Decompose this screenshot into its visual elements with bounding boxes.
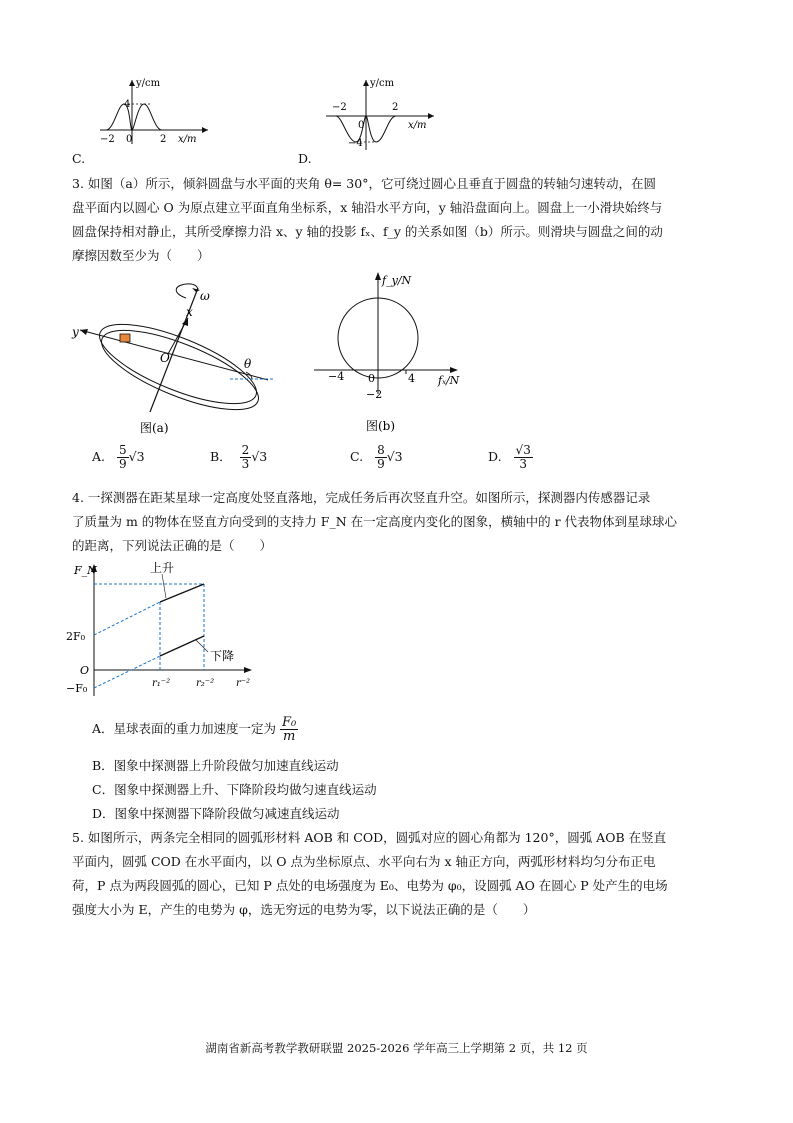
- q3-line4: 摩擦因数至少为（ ）: [72, 248, 210, 263]
- q4-O: O: [80, 664, 90, 677]
- q3-option-a-label: A.: [92, 449, 106, 464]
- c-xlabel: x/m: [178, 134, 197, 145]
- q5-line3: 荷，P 点为两段圆弧的圆心，已知 P 点处的电场强度为 E₀、电势为 φ₀，设圆弧 AO 在圆心 P 处产生的电场: [72, 878, 668, 893]
- fig-b-four: 4: [408, 372, 415, 385]
- q3-a-den: 9: [119, 457, 127, 471]
- q5-line2: 平面内，圆弧 COD 在水平面内，以 O 点为坐标原点、水平向右为 x 轴正方向，两弧形材料均匀分布正电: [72, 854, 656, 869]
- q3-option-c[interactable]: [350, 444, 403, 471]
- d-tick-neg2: −2: [332, 102, 347, 113]
- q4-graph: [66, 560, 256, 700]
- q4-option-c[interactable]: C．图象中探测器上升、下降阶段均做匀速直线运动: [92, 782, 377, 797]
- fig-b-fy: f_y/N: [382, 274, 412, 287]
- q3-option-b-label: B．: [210, 449, 232, 464]
- q3-option-b[interactable]: [210, 444, 267, 471]
- q3-line3: 圆盘保持相对静止，其所受摩擦力沿 x、y 轴的投影 fₓ、f_y 的关系如图（b）所示。则滑块与圆盘之间的动: [72, 224, 663, 239]
- q2-option-c-graph: [96, 76, 216, 148]
- q4-line2: 了质量为 m 的物体在竖直方向受到的支持力 F_N 在一定高度内变化的图象，横轴中的 r 代表物体到星球球心: [72, 514, 678, 529]
- d-ylabel: y/cm: [370, 78, 395, 89]
- d-tick-neg4: −4: [348, 138, 363, 149]
- fig-b-neg4: −4: [328, 370, 345, 383]
- q5-line1: 5. 如图所示，两条完全相同的圆弧形材料 AOB 和 COD，圆弧对应的圆心角都为 120°，圆弧 AOB 在竖直: [72, 830, 667, 845]
- q2-option-c-label: C.: [72, 151, 86, 166]
- q4-option-d[interactable]: D．图象中探测器下降阶段做匀减速直线运动: [92, 806, 340, 821]
- fig-b-fx: fₓ/N: [438, 374, 460, 387]
- q4-rx: r⁻²: [236, 678, 251, 689]
- q4-a-num: F₀: [282, 715, 297, 730]
- q2-option-d-label: D.: [298, 151, 312, 166]
- fig-b-caption: 图(b): [366, 419, 396, 433]
- q3-d-num: √3: [515, 443, 531, 457]
- fig-a-omega: ω: [200, 289, 210, 303]
- q3-figure-a: [68, 278, 290, 438]
- q3-b-rad: √3: [251, 449, 268, 464]
- q3-c-num: 8: [377, 443, 385, 457]
- fig-b-neg2: −2: [366, 388, 383, 401]
- q3-a-rad: √3: [128, 449, 145, 464]
- q3-option-d[interactable]: [488, 444, 533, 471]
- q4-down: 下降: [210, 649, 235, 663]
- q5-stem: [72, 826, 732, 922]
- q3-b-den: 3: [241, 457, 250, 471]
- q5-line4: 强度大小为 E，产生的电势为 φ，选无穷远的电势为零，以下说法正确的是（ ）: [72, 902, 536, 917]
- fig-a-theta: θ: [244, 357, 252, 371]
- q4-a-text: A．星球表面的重力加速度一定为: [92, 721, 277, 736]
- q3-line1: 3. 如图（a）所示，倾斜圆盘与水平面的夹角 θ= 30°，它可绕过圆心且垂直于圆盘的转轴匀速转动，在圆: [72, 176, 656, 191]
- q4-stem: [72, 486, 732, 558]
- c-ylabel: y/cm: [136, 78, 161, 89]
- c-tick-2: 2: [160, 134, 167, 145]
- q4-2f0: 2F₀: [66, 630, 86, 643]
- q4-r2: r₂⁻²: [196, 678, 215, 689]
- q3-b-num: 2: [241, 443, 250, 457]
- d-tick-2: 2: [392, 102, 399, 113]
- fig-a-O: O: [160, 351, 170, 365]
- q4-a-den: m: [282, 729, 296, 744]
- fig-a-caption: 图(a): [140, 421, 169, 435]
- q4-option-a[interactable]: [92, 716, 298, 743]
- q3-c-rad: √3: [386, 449, 403, 464]
- q4-up: 上升: [150, 561, 175, 575]
- q3-option-c-label: C.: [350, 449, 364, 464]
- q3-option-a[interactable]: [92, 444, 145, 471]
- q4-line3: 的距离，下列说法正确的是（ ）: [72, 538, 273, 553]
- c-tick-neg2: −2: [100, 134, 115, 145]
- c-tick-0: 0: [126, 134, 133, 145]
- d-tick-0: 0: [358, 120, 365, 131]
- page-footer: 湖南省新高考教学教研联盟 2025-2026 学年高三上学期第 2 页，共 12 页: [205, 1041, 588, 1055]
- fig-a-x: x: [186, 305, 193, 319]
- q3-figure-b: [306, 270, 476, 438]
- d-xlabel: x/m: [408, 120, 427, 131]
- q4-negf0: −F₀: [66, 682, 88, 695]
- fig-b-zero: 0: [368, 372, 375, 385]
- c-tick-4: 4: [124, 99, 131, 110]
- q3-option-d-label: D.: [488, 449, 502, 464]
- q3-stem: [72, 172, 732, 268]
- q3-line2: 盘平面内以圆心 O 为原点建立平面直角坐标系，x 轴沿水平方向，y 轴沿盘面向上。圆盘上一小滑块始终与: [72, 200, 663, 215]
- fig-a-y: y: [72, 325, 79, 339]
- q4-fn: F_N: [74, 564, 97, 577]
- q3-a-num: 5: [119, 443, 127, 457]
- q4-line1: 4. 一探测器在距某星球一定高度处竖直落地，完成任务后再次竖直升空。如图所示，探测器内传感器记录: [72, 490, 651, 505]
- q4-option-b[interactable]: B．图象中探测器上升阶段做匀加速直线运动: [92, 758, 339, 773]
- q4-r1: r₁⁻²: [152, 678, 171, 689]
- q2-option-d-graph: [322, 76, 442, 152]
- q3-d-den: 3: [519, 457, 527, 471]
- q3-c-den: 9: [377, 457, 385, 471]
